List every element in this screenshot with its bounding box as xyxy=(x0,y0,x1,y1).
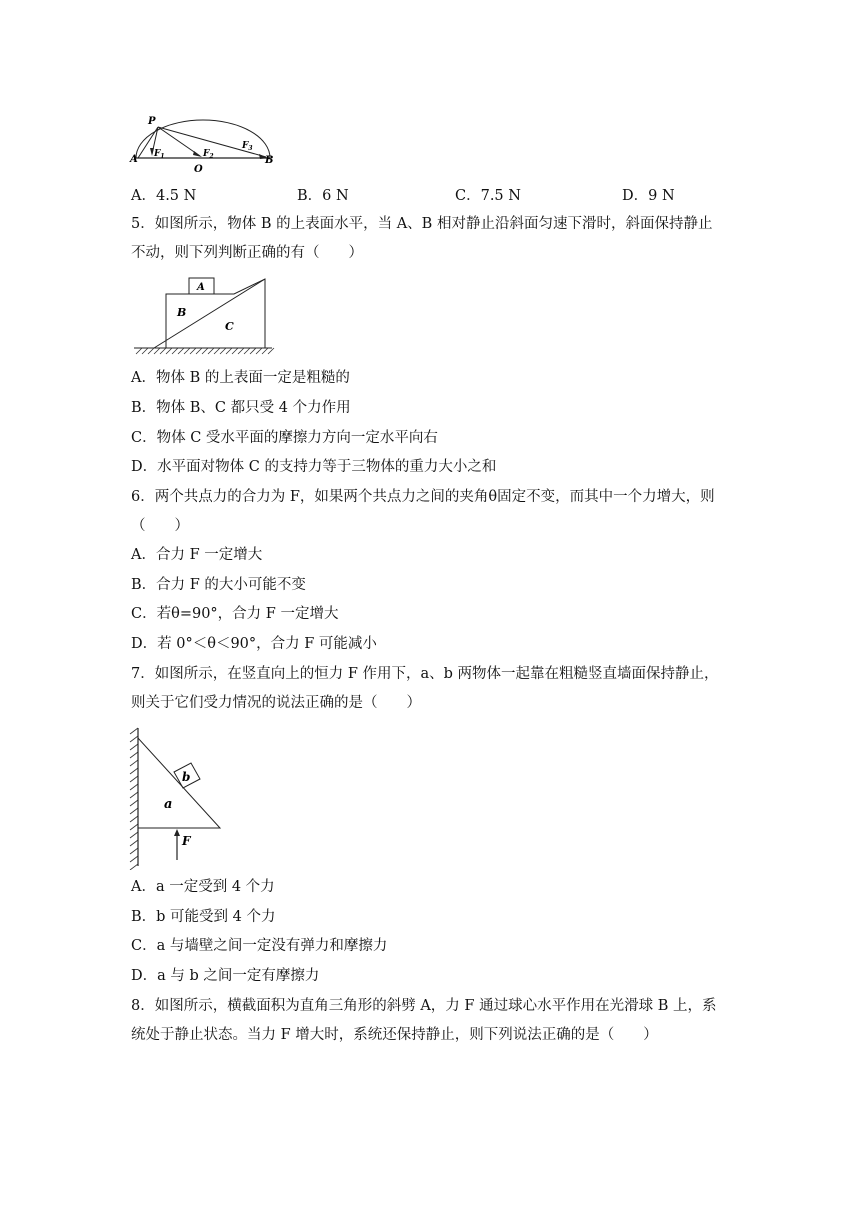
label-f3: $F_3$ xyxy=(242,141,253,152)
q4-option-a: A．4.5 N xyxy=(131,188,197,204)
force-f-arrowhead xyxy=(174,829,180,836)
q7-figure xyxy=(124,724,234,870)
q5-option-d: D．水平面对物体 C 的支持力等于三物体的重力大小之和 xyxy=(131,459,497,475)
q6-option-c: C．若θ=90°，合力 F 一定增大 xyxy=(131,606,339,622)
label-block-b: B xyxy=(177,306,187,319)
q6-option-b: B．合力 F 的大小可能不变 xyxy=(131,577,306,593)
wall-hatching xyxy=(130,728,138,870)
q7-option-c: C．a 与墙壁之间一定没有弹力和摩擦力 xyxy=(131,938,388,954)
label-f: F xyxy=(182,834,191,848)
label-b: b xyxy=(182,770,191,784)
q5-option-b: B．物体 B、C 都只受 4 个力作用 xyxy=(131,400,351,416)
q4-option-d: D．9 N xyxy=(622,188,675,204)
q4-figure xyxy=(128,110,278,178)
q7-option-d: D．a 与 b 之间一定有摩擦力 xyxy=(131,968,320,984)
ground-hatching xyxy=(136,348,274,354)
q4-options xyxy=(131,184,731,204)
label-f2: $F_2$ xyxy=(203,149,214,160)
label-o: O xyxy=(194,164,203,175)
q5-stem-line2: 不动，则下列判断正确的有（ ） xyxy=(131,245,363,261)
q7-option-a: A．a 一定受到 4 个力 xyxy=(131,879,275,895)
q6-option-a: A．合力 F 一定增大 xyxy=(131,547,263,563)
force-f2-arrow xyxy=(158,127,200,156)
q7-stem-line2: 则关于它们受力情况的说法正确的是（ ） xyxy=(131,695,421,711)
q4-option-c: C．7.5 N xyxy=(455,188,521,204)
label-f1: $F_1$ xyxy=(154,149,165,160)
q8-stem-line2: 统处于静止状态。当力 F 增大时，系统还保持静止，则下列说法正确的是（ ） xyxy=(131,1027,658,1043)
q4-option-b: B．6 N xyxy=(297,188,349,204)
label-a: a xyxy=(164,797,173,812)
q6-stem-line1: 6．两个共点力的合力为 F，如果两个共点力之间的夹角θ固定不变，而其中一个力增大，则 xyxy=(131,489,715,505)
q8-stem-line1: 8．如图所示，横截面积为直角三角形的斜劈 A，力 F 通过球心水平作用在光滑球 B 上，系 xyxy=(131,998,717,1014)
q6-stem-line2: （ ） xyxy=(131,518,189,534)
q5-stem-line1: 5．如图所示，物体 B 的上表面水平，当 A、B 相对静止沿斜面匀速下滑时，斜面保持静止 xyxy=(131,216,713,232)
label-a: A xyxy=(130,154,138,165)
triangle-a xyxy=(138,738,220,828)
incline-diagonal xyxy=(154,279,265,348)
arrowhead-o xyxy=(193,151,202,157)
q7-option-b: B．b 可能受到 4 个力 xyxy=(131,909,276,925)
label-b: B xyxy=(265,155,274,166)
label-p: P xyxy=(148,116,156,127)
q5-option-c: C．物体 C 受水平面的摩擦力方向一定水平向右 xyxy=(131,430,438,446)
q5-figure xyxy=(130,274,276,358)
label-block-c: C xyxy=(225,320,234,333)
q7-stem-line1: 7．如图所示，在竖直向上的恒力 F 作用下，a、b 两物体一起靠在粗糙竖直墙面保持静止， xyxy=(131,666,719,682)
q6-option-d: D．若 0°＜θ＜90°，合力 F 可能减小 xyxy=(131,636,377,652)
q5-option-a: A．物体 B 的上表面一定是粗糙的 xyxy=(131,370,350,386)
label-block-a: A xyxy=(197,282,205,293)
